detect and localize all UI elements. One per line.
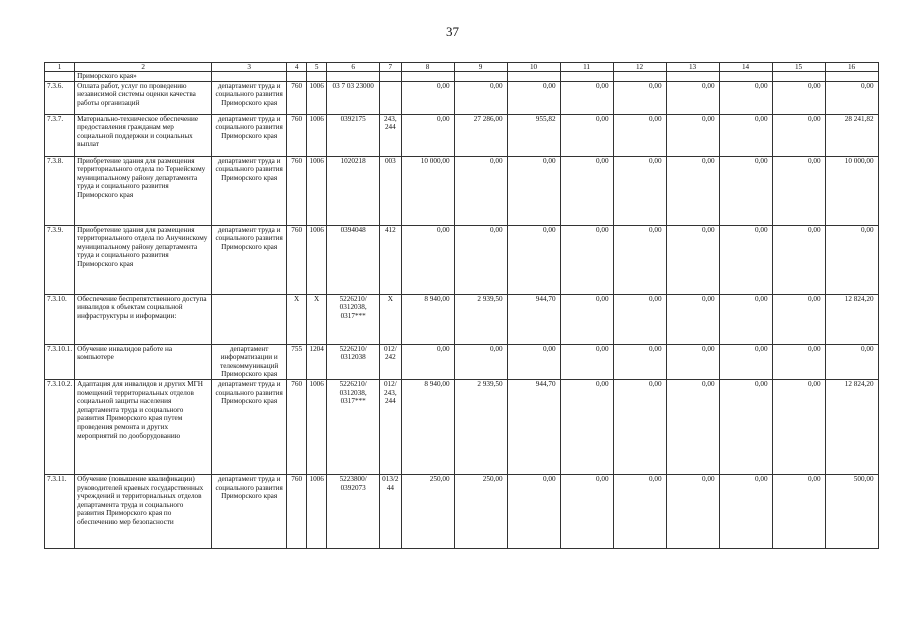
table-cell: 7.3.10.2.: [45, 379, 75, 474]
table-cell: 0,00: [772, 344, 825, 379]
table-row: [45, 379, 879, 474]
table-cell: 0,00: [613, 474, 666, 548]
table-cell: 28 241,82: [825, 114, 878, 156]
table-cell: 755: [287, 344, 307, 379]
table-cell: Адаптация для инвалидов и других МГН помещений территориальных отделов социальной защиты населения департамента труда и социального развития Приморского края путем проведения ремонта и других мероприятий по дооборудованию: [75, 379, 212, 474]
table-cell: 0,00: [719, 156, 772, 225]
table-cell: 0,00: [560, 294, 613, 344]
table-cell: 7.3.8.: [45, 156, 75, 225]
column-header: 4: [287, 63, 307, 72]
table-cell: 0,00: [666, 294, 719, 344]
table-cell: 0,00: [454, 81, 507, 114]
page-number: 37: [446, 24, 459, 39]
table-cell: [307, 72, 327, 82]
table-cell: 250,00: [401, 474, 454, 548]
table-cell: 0,00: [825, 81, 878, 114]
table-cell: [454, 72, 507, 82]
table-row: [45, 294, 879, 344]
table-cell: 0,00: [613, 114, 666, 156]
table-cell: 0,00: [772, 474, 825, 548]
column-header: 13: [666, 63, 719, 72]
table-row: [45, 156, 879, 225]
table-cell: 0,00: [401, 225, 454, 294]
table-cell: 412: [380, 225, 401, 294]
table-cell: 0,00: [772, 294, 825, 344]
table-cell: 1006: [307, 81, 327, 114]
table-cell: 944,70: [507, 379, 560, 474]
table-cell: 0,00: [454, 344, 507, 379]
table-cell: 0,00: [454, 156, 507, 225]
table-cell: департамент труда и социального развития Приморского края: [212, 156, 287, 225]
table-cell: 760: [287, 474, 307, 548]
table-cell: 5226210/ 0312038, 0317***: [327, 294, 380, 344]
table-cell: 10 000,00: [825, 156, 878, 225]
table-cell: 0,00: [772, 379, 825, 474]
table-cell: 0,00: [507, 156, 560, 225]
table-cell: [45, 72, 75, 82]
table-cell: 0,00: [613, 379, 666, 474]
table-cell: 0,00: [613, 156, 666, 225]
table-cell: 5223800/ 0392073: [327, 474, 380, 548]
table-cell: Х: [380, 294, 401, 344]
table-cell: 012/ 242: [380, 344, 401, 379]
table-cell: департамент труда и социального развития Приморского края: [212, 81, 287, 114]
table-cell: 27 286,00: [454, 114, 507, 156]
table-cell: 0,00: [613, 225, 666, 294]
table-cell: [560, 72, 613, 82]
table-cell: 003: [380, 156, 401, 225]
column-header: 16: [825, 63, 878, 72]
table-cell: [287, 72, 307, 82]
table-cell: [212, 72, 287, 82]
table-cell: 0,00: [772, 114, 825, 156]
table-cell: 0,00: [560, 225, 613, 294]
table-cell: 2 939,50: [454, 379, 507, 474]
table-cell: 0394048: [327, 225, 380, 294]
table-cell: 1006: [307, 156, 327, 225]
table-cell: 1006: [307, 225, 327, 294]
table-cell: [212, 294, 287, 344]
column-header: 7: [380, 63, 401, 72]
table-cell: 0,00: [666, 379, 719, 474]
table-cell: 1006: [307, 474, 327, 548]
table-cell: [507, 72, 560, 82]
table-cell: 0,00: [719, 294, 772, 344]
table-cell: Материально-техническое обеспечение предоставления гражданам мер социальной поддержки и социальных выплат: [75, 114, 212, 156]
table-cell: 7.3.10.: [45, 294, 75, 344]
table-cell: 0,00: [666, 344, 719, 379]
table-cell: [666, 72, 719, 82]
table-row: [45, 114, 879, 156]
table-cell: 0,00: [507, 344, 560, 379]
column-header: 10: [507, 63, 560, 72]
table-cell: 0392175: [327, 114, 380, 156]
table-cell: департамент информатизации и телекоммуникаций Приморского края: [212, 344, 287, 379]
table-cell: 0,00: [719, 225, 772, 294]
table-cell: [380, 81, 401, 114]
table-row: [45, 72, 879, 82]
table-cell: [825, 72, 878, 82]
table-cell: 955,82: [507, 114, 560, 156]
column-header: 1: [45, 63, 75, 72]
table-row: [45, 474, 879, 548]
table-cell: 0,00: [401, 81, 454, 114]
table-cell: 0,00: [772, 81, 825, 114]
table-cell: 0,00: [772, 156, 825, 225]
column-header: 6: [327, 63, 380, 72]
table-cell: 03 7 03 23000: [327, 81, 380, 114]
table-cell: Оплата работ, услуг по проведению независимой системы оценки качества работы организаций: [75, 81, 212, 114]
table-cell: 0,00: [666, 474, 719, 548]
table-cell: 250,00: [454, 474, 507, 548]
table-cell: 8 940,00: [401, 379, 454, 474]
table-cell: Приобретение здания для размещения территориального отдела по Анучинскому муниципальному району департамента труда и социального развития Приморского края: [75, 225, 212, 294]
column-header: 8: [401, 63, 454, 72]
budget-table: [44, 62, 879, 549]
table-cell: 0,00: [454, 225, 507, 294]
table-cell: Х: [287, 294, 307, 344]
table-cell: 0,00: [560, 114, 613, 156]
table-cell: 0,00: [613, 81, 666, 114]
table-cell: 1006: [307, 114, 327, 156]
table-cell: 7.3.7.: [45, 114, 75, 156]
table-cell: 013/2 44: [380, 474, 401, 548]
column-header: 2: [75, 63, 212, 72]
table-row: [45, 344, 879, 379]
column-header: 3: [212, 63, 287, 72]
column-header: 12: [613, 63, 666, 72]
table-cell: 0,00: [560, 156, 613, 225]
table-cell: [613, 72, 666, 82]
column-header: 14: [719, 63, 772, 72]
table-cell: 0,00: [825, 344, 878, 379]
table-cell: 0,00: [560, 379, 613, 474]
table-cell: 7.3.11.: [45, 474, 75, 548]
table-cell: 500,00: [825, 474, 878, 548]
table-cell: [380, 72, 401, 82]
table-cell: 0,00: [719, 379, 772, 474]
table-cell: [401, 72, 454, 82]
table-cell: 7.3.6.: [45, 81, 75, 114]
header-row: [45, 63, 879, 72]
table-cell: 0,00: [613, 294, 666, 344]
table-cell: 0,00: [719, 474, 772, 548]
table-cell: 760: [287, 156, 307, 225]
table-cell: 1020218: [327, 156, 380, 225]
table-cell: Приобретение здания для размещения территориального отдела по Тернейскому муниципальному району департамента труда и социального развития Приморского края: [75, 156, 212, 225]
table-cell: 243, 244: [380, 114, 401, 156]
table-cell: 760: [287, 114, 307, 156]
table-row: [45, 81, 879, 114]
table-cell: 0,00: [401, 114, 454, 156]
table-cell: 0,00: [825, 225, 878, 294]
table-cell: 012/ 243, 244: [380, 379, 401, 474]
table-cell: 0,00: [719, 81, 772, 114]
table-cell: 10 000,00: [401, 156, 454, 225]
table-cell: 0,00: [560, 474, 613, 548]
table-cell: Обеспечение беспрепятственного доступа инвалидов к объектам социальной инфраструктуры и информации:: [75, 294, 212, 344]
table-cell: 7.3.10.1.: [45, 344, 75, 379]
table-cell: 760: [287, 379, 307, 474]
table-cell: Обучение инвалидов работе на компьютере: [75, 344, 212, 379]
table-cell: департамент труда и социального развития Приморского края: [212, 225, 287, 294]
table-cell: 12 824,20: [825, 294, 878, 344]
table-cell: 0,00: [507, 225, 560, 294]
table-cell: 8 940,00: [401, 294, 454, 344]
column-header: 9: [454, 63, 507, 72]
table-cell: 12 824,20: [825, 379, 878, 474]
table-cell: 5226210/ 0312038: [327, 344, 380, 379]
table-cell: 2 939,50: [454, 294, 507, 344]
table-cell: департамент труда и социального развития Приморского края: [212, 114, 287, 156]
table-cell: 0,00: [613, 344, 666, 379]
table-cell: 760: [287, 81, 307, 114]
table-row: [45, 225, 879, 294]
table-cell: 0,00: [666, 156, 719, 225]
table-cell: 7.3.9.: [45, 225, 75, 294]
column-header: 11: [560, 63, 613, 72]
table-cell: [327, 72, 380, 82]
table-cell: 0,00: [666, 114, 719, 156]
table-cell: [772, 72, 825, 82]
table-cell: 0,00: [772, 225, 825, 294]
table-cell: 0,00: [719, 344, 772, 379]
table-cell: департамент труда и социального развития Приморского края: [212, 474, 287, 548]
column-header: 15: [772, 63, 825, 72]
table-cell: 760: [287, 225, 307, 294]
table-cell: 0,00: [560, 81, 613, 114]
table-cell: 944,70: [507, 294, 560, 344]
table-cell: Приморского края»: [75, 72, 212, 82]
column-header: 5: [307, 63, 327, 72]
table-cell: департамент труда и социального развития Приморского края: [212, 379, 287, 474]
table-cell: Х: [307, 294, 327, 344]
table-cell: 0,00: [401, 344, 454, 379]
table-cell: 5226210/ 0312038, 0317***: [327, 379, 380, 474]
table-cell: 0,00: [719, 114, 772, 156]
table-cell: 0,00: [666, 81, 719, 114]
table-cell: 1204: [307, 344, 327, 379]
table-cell: Обучение (повышение квалификации) руководителей краевых государственных учреждений и территориальных отделов департамента труда и социального развития Приморского края по обеспечению мер безопасности: [75, 474, 212, 548]
table-cell: 1006: [307, 379, 327, 474]
table-cell: [719, 72, 772, 82]
table-cell: 0,00: [560, 344, 613, 379]
table-cell: 0,00: [666, 225, 719, 294]
table-cell: 0,00: [507, 474, 560, 548]
table-cell: 0,00: [507, 81, 560, 114]
